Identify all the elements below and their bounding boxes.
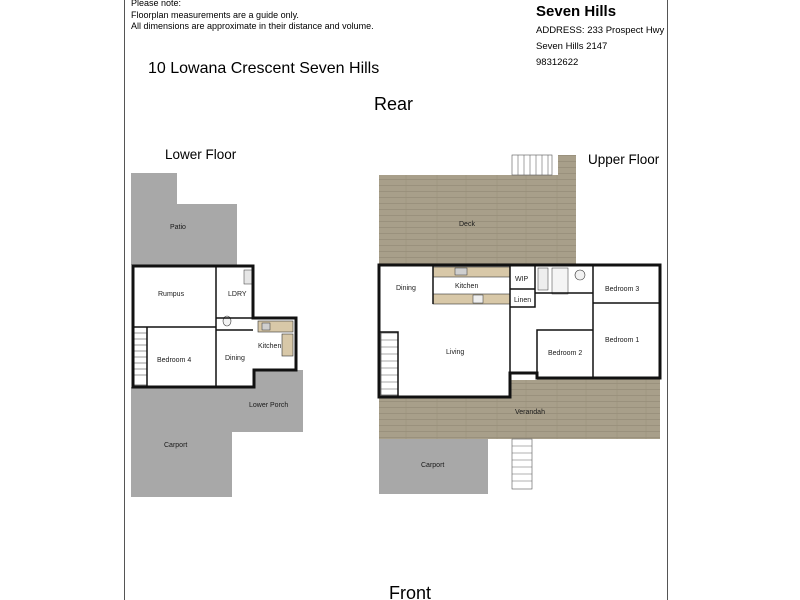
lower-kitchen-side-bench	[282, 334, 293, 356]
upper-carport-label: Carport	[421, 462, 445, 469]
vanity-icon	[538, 268, 548, 290]
lower-floor-title: Lower Floor	[165, 147, 237, 162]
upper-floor-title: Upper Floor	[588, 152, 660, 167]
deck-stairs	[512, 155, 552, 175]
bedroom3-label: Bedroom 3	[605, 286, 640, 293]
wip-label: WIP	[515, 276, 529, 283]
upper-sink-icon	[455, 268, 467, 275]
front-stairs	[512, 439, 532, 489]
note-line-1: Floorplan measurements are a guide only.	[131, 10, 299, 20]
upper-dining-label: Dining	[396, 285, 416, 292]
upper-stairs	[381, 333, 398, 395]
shower-icon	[552, 268, 568, 294]
bedroom1-label: Bedroom 1	[605, 337, 640, 344]
rear-label: Rear	[374, 94, 414, 114]
upper-floor-plan	[379, 155, 660, 494]
upper-kitchen-label: Kitchen	[455, 283, 479, 290]
lower-sink-icon	[262, 323, 270, 330]
laundry-tub-icon	[244, 270, 252, 284]
agency-suburb: Seven Hills 2147	[536, 41, 608, 52]
deck-step	[558, 155, 576, 176]
patio-area	[131, 173, 237, 265]
verandah-label: Verandah	[515, 409, 545, 416]
note-heading: Please note:	[131, 0, 182, 8]
deck-area	[379, 175, 576, 265]
note-line-2: All dimensions are approximate in their distance and volume.	[131, 21, 374, 31]
upper-kitchen-bench	[433, 267, 510, 277]
carport-lower-area	[131, 370, 303, 497]
lower-carport-label: Carport	[164, 442, 188, 449]
laundry-label: LDRY	[228, 291, 247, 298]
rumpus-label: Rumpus	[158, 291, 185, 298]
lower-dining-label: Dining	[225, 355, 245, 362]
lower-kitchen-label: Kitchen	[258, 343, 282, 350]
linen-label: Linen	[514, 297, 532, 304]
cooktop-icon	[473, 295, 483, 303]
upper-toilet-icon	[575, 270, 585, 280]
lower-stairs	[133, 327, 147, 385]
upper-kitchen-island	[433, 294, 510, 304]
property-title: 10 Lowana Crescent Seven Hills	[148, 60, 380, 77]
agency-phone: 98312622	[536, 57, 579, 68]
deck-label: Deck	[459, 221, 475, 228]
living-label: Living	[446, 349, 465, 356]
bedroom2-label: Bedroom 2	[548, 350, 583, 357]
front-label: Front	[389, 583, 432, 600]
agency-address: ADDRESS: 233 Prospect Hwy	[536, 25, 665, 36]
agency-name: Seven Hills	[536, 3, 617, 20]
bedroom4-label: Bedroom 4	[157, 357, 192, 364]
lower-porch-label: Lower Porch	[249, 402, 289, 409]
patio-label: Patio	[170, 224, 186, 231]
lower-floor-plan	[131, 173, 303, 497]
